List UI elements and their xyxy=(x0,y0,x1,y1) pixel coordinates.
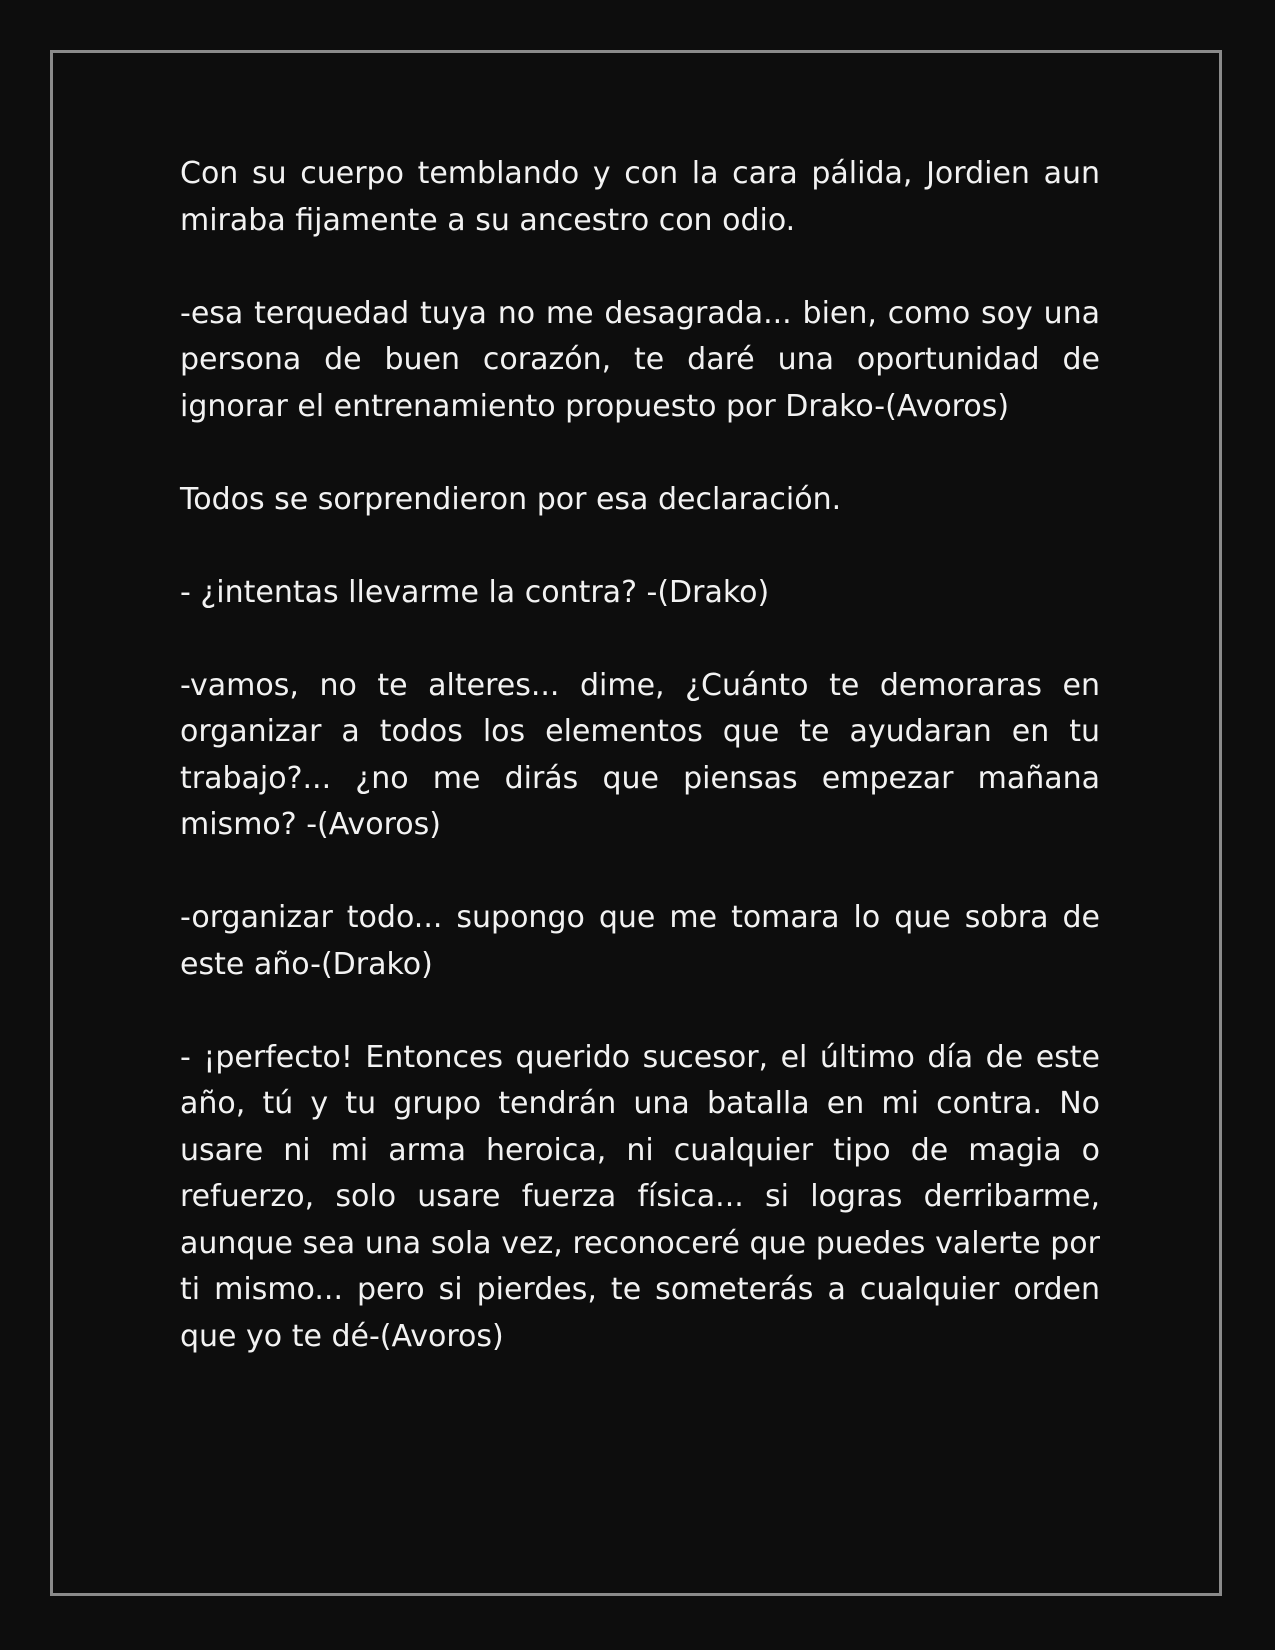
paragraph-3: Todos se sorprendieron por esa declaración. xyxy=(180,481,842,517)
paragraph-4: - ¿intentas llevarme la contra? -(Drako) xyxy=(180,574,770,610)
document-body xyxy=(180,151,1100,1360)
paragraph-5: -vamos, no te alteres... dime, ¿Cuánto te demoraras en organizar a todos los elementos que te ayudaran en tu trabajo?... ¿no me dirás que piensas empezar mañana mismo? -(Avoros) xyxy=(180,667,1100,842)
paragraph-7: - ¡perfecto! Entonces querido sucesor, el último día de este año, tú y tu grupo tendrán una batalla en mi contra. No usare ni mi arma heroica, ni cualquier tipo de magia o refuerzo, solo usare fuerza física... si logras derribarme, aunque sea una sola vez, reconoceré que puedes valerte por ti mismo... pero si pierdes, te someterás a cualquier orden que yo te dé-(Avoros) xyxy=(180,1039,1100,1354)
paragraph-2: -esa terquedad tuya no me desagrada... bien, como soy una persona de buen corazón, te daré una oportunidad de ignorar el entrenamiento propuesto por Drako-(Avoros) xyxy=(180,295,1100,424)
paragraph-6: -organizar todo... supongo que me tomara lo que sobra de este año-(Drako) xyxy=(180,900,1100,982)
page-frame xyxy=(50,50,1222,1596)
paragraph-1: Con su cuerpo temblando y con la cara pálida, Jordien aun miraba fijamente a su ancestro con odio. xyxy=(180,156,1100,238)
